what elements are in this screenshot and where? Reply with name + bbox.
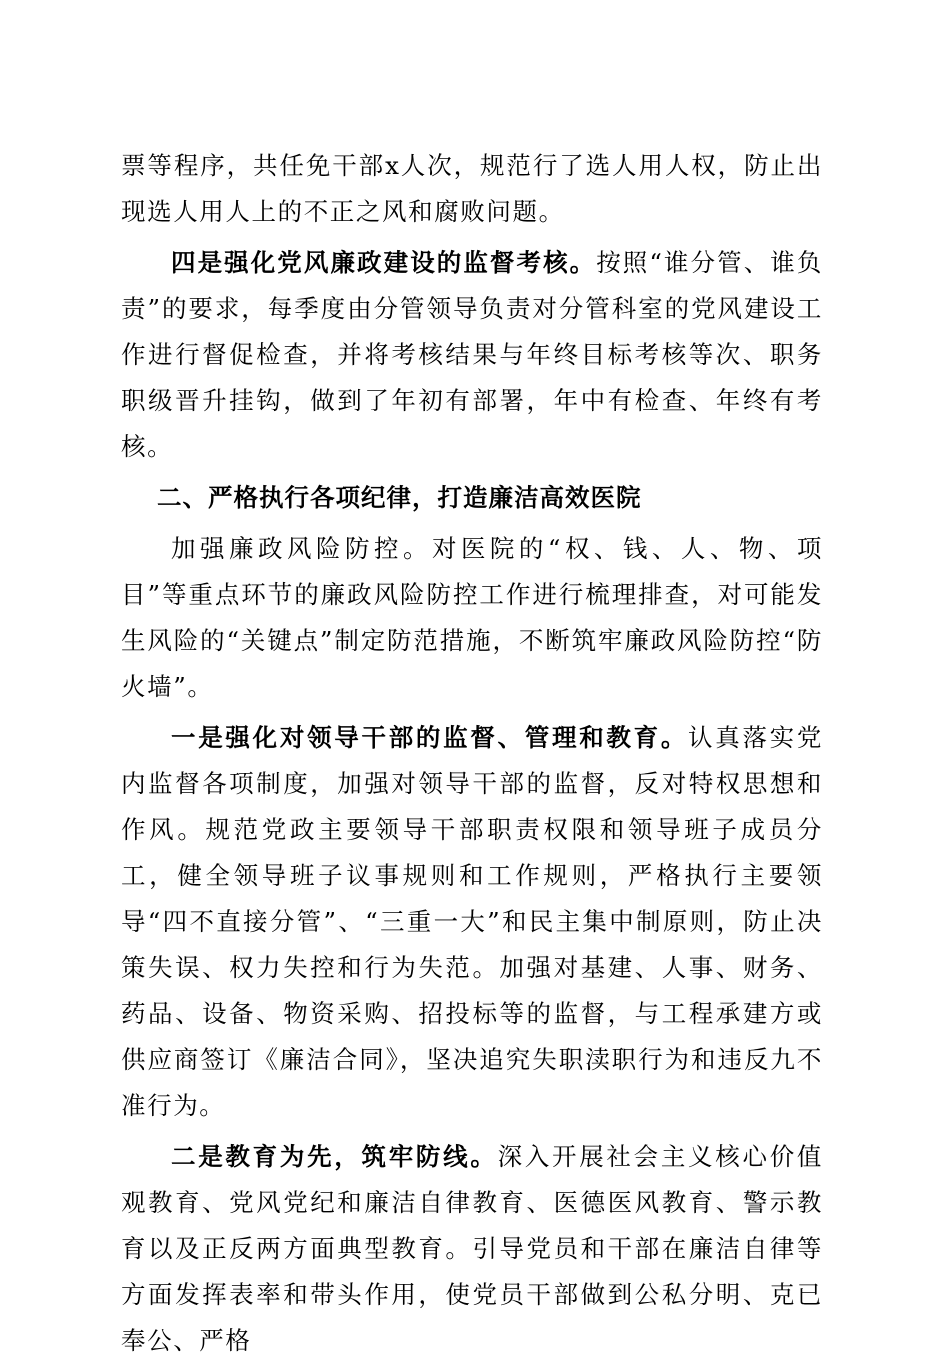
paragraph-continuation (121, 143, 823, 235)
paragraph-education (121, 1134, 823, 1364)
paragraph-text: 加强廉政风险防控。对医院的“权、钱、人、物、项目”等重点环节的廉政风险防控工作进行梳理排查，对可能发生风险的“关键点”制定防范措施，不断筑牢廉政风险防控“防火墙”。 (121, 534, 823, 701)
paragraph-text: 票等程序，共任免干部x人次，规范行了选人用人权，防止出现选人用人上的不正之风和腐败问题。 (121, 151, 823, 226)
paragraph-text: 按照“谁分管、谁负责”的要求，每季度由分管领导负责对分管科室的党风建设工作进行督促检查，并将考核结果与年终目标考核等次、职务职级晋升挂钩，做到了年初有部署，年中有检查、年终有考核。 (121, 248, 823, 461)
paragraph-lead: 一是强化对领导干部的监督、管理和教育。 (171, 723, 689, 752)
paragraph-text: 认真落实党内监督各项制度，加强对领导干部的监督，反对特权思想和作风。规范党政主要领导干部职责权限和领导班子成员分工，健全领导班子议事规则和工作规则，严格执行主要领导“四不直接分管”、“三重一大”和民主集中制原则，防止决策失误、权力失控和行为失范。加强对基建、人事、财务、药品、设备、物资采购、招投标等的监督，与工程承建方或供应商签订《廉洁合同》，坚决追究失职渎职行为和违反九不准行为。 (121, 723, 823, 1120)
paragraph-lead: 四是强化党风廉政建设的监督考核。 (171, 248, 597, 277)
document-body (121, 143, 823, 1369)
paragraph-risk-control (121, 526, 823, 710)
paragraph-supervision-assessment (121, 240, 823, 470)
section-heading: 二、严格执行各项纪律，打造廉洁高效医院 (157, 483, 642, 512)
paragraph-leader-supervision (121, 715, 823, 1129)
paragraph-lead: 二是教育为先，筑牢防线。 (171, 1142, 498, 1171)
paragraph-text: 深入开展社会主义核心价值观教育、党风党纪和廉洁自律教育、医德医风教育、警示教育以及正反两方面典型教育。引导党员和干部在廉洁自律等方面发挥表率和带头作用，使党员干部做到公私分明、克已奉公、严格 (121, 1142, 824, 1355)
